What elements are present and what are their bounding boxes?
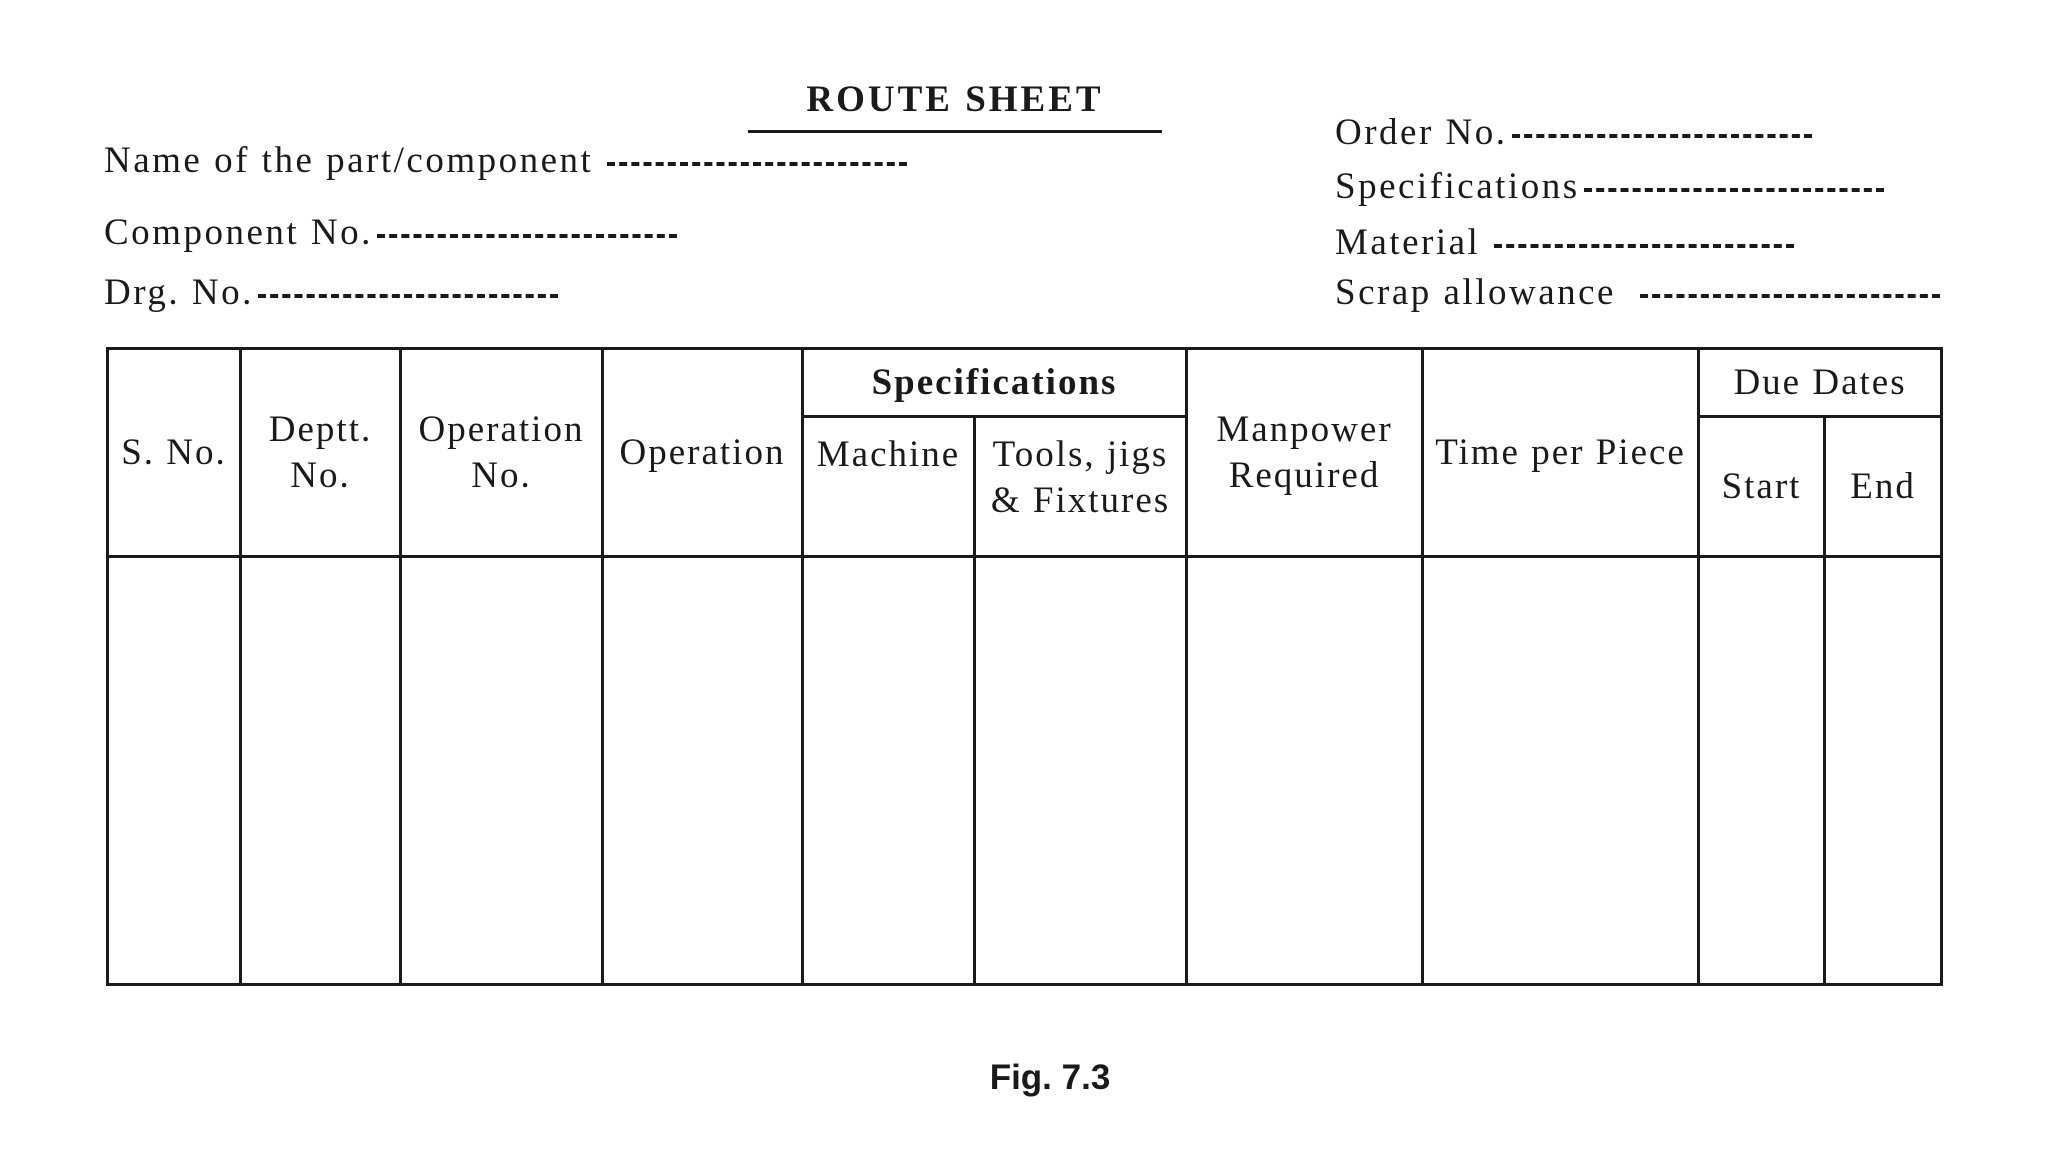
header-specifications: Specifications bbox=[803, 349, 1187, 417]
scrap-allowance-blank bbox=[1640, 294, 1940, 298]
header-end: End bbox=[1825, 417, 1942, 557]
specifications-blank bbox=[1584, 188, 1884, 192]
order-no-blank bbox=[1512, 134, 1812, 138]
order-no-field bbox=[1335, 112, 1812, 154]
scrap-allowance-field bbox=[1335, 272, 1940, 314]
header-operation-no: Operation No. bbox=[401, 349, 603, 557]
component-no-blank bbox=[377, 234, 677, 238]
header-start: Start bbox=[1699, 417, 1825, 557]
component-no-field bbox=[104, 212, 677, 254]
cell-end[interactable] bbox=[1825, 557, 1942, 985]
header-tools: Tools, jigs & Fixtures bbox=[975, 417, 1187, 557]
drg-no-blank bbox=[258, 294, 558, 298]
header-s-no: S. No. bbox=[108, 349, 241, 557]
cell-operation[interactable] bbox=[603, 557, 803, 985]
specifications-field bbox=[1335, 166, 1884, 208]
title-underline bbox=[748, 130, 1162, 133]
order-no-label: Order No. bbox=[1335, 112, 1508, 153]
cell-operation-no[interactable] bbox=[401, 557, 603, 985]
material-blank bbox=[1494, 244, 1794, 248]
route-table bbox=[106, 347, 1943, 986]
header-time-per-piece: Time per Piece bbox=[1423, 349, 1699, 557]
cell-manpower[interactable] bbox=[1187, 557, 1423, 985]
cell-time-per-piece[interactable] bbox=[1423, 557, 1699, 985]
figure-caption: Fig. 7.3 bbox=[989, 1058, 1111, 1097]
header-deptt-no: Deptt. No. bbox=[241, 349, 401, 557]
component-no-label: Component No. bbox=[104, 212, 373, 253]
material-field bbox=[1335, 222, 1794, 264]
part-name-label: Name of the part/component bbox=[104, 140, 594, 181]
drg-no-field bbox=[104, 272, 558, 314]
cell-deptt-no[interactable] bbox=[241, 557, 401, 985]
document-title: ROUTE SHEET bbox=[806, 79, 1104, 120]
material-label: Material bbox=[1335, 222, 1481, 263]
cell-s-no[interactable] bbox=[108, 557, 241, 985]
drg-no-label: Drg. No. bbox=[104, 272, 254, 313]
part-name-blank bbox=[607, 162, 907, 166]
cell-machine[interactable] bbox=[803, 557, 975, 985]
specifications-label: Specifications bbox=[1335, 166, 1580, 207]
table-row bbox=[108, 557, 1942, 985]
header-operation: Operation bbox=[603, 349, 803, 557]
header-manpower: Manpower Required bbox=[1187, 349, 1423, 557]
header-due-dates: Due Dates bbox=[1699, 349, 1942, 417]
cell-start[interactable] bbox=[1699, 557, 1825, 985]
scrap-allowance-label: Scrap allowance bbox=[1335, 272, 1616, 313]
cell-tools[interactable] bbox=[975, 557, 1187, 985]
part-name-field bbox=[104, 140, 907, 182]
header-machine: Machine bbox=[803, 417, 975, 557]
